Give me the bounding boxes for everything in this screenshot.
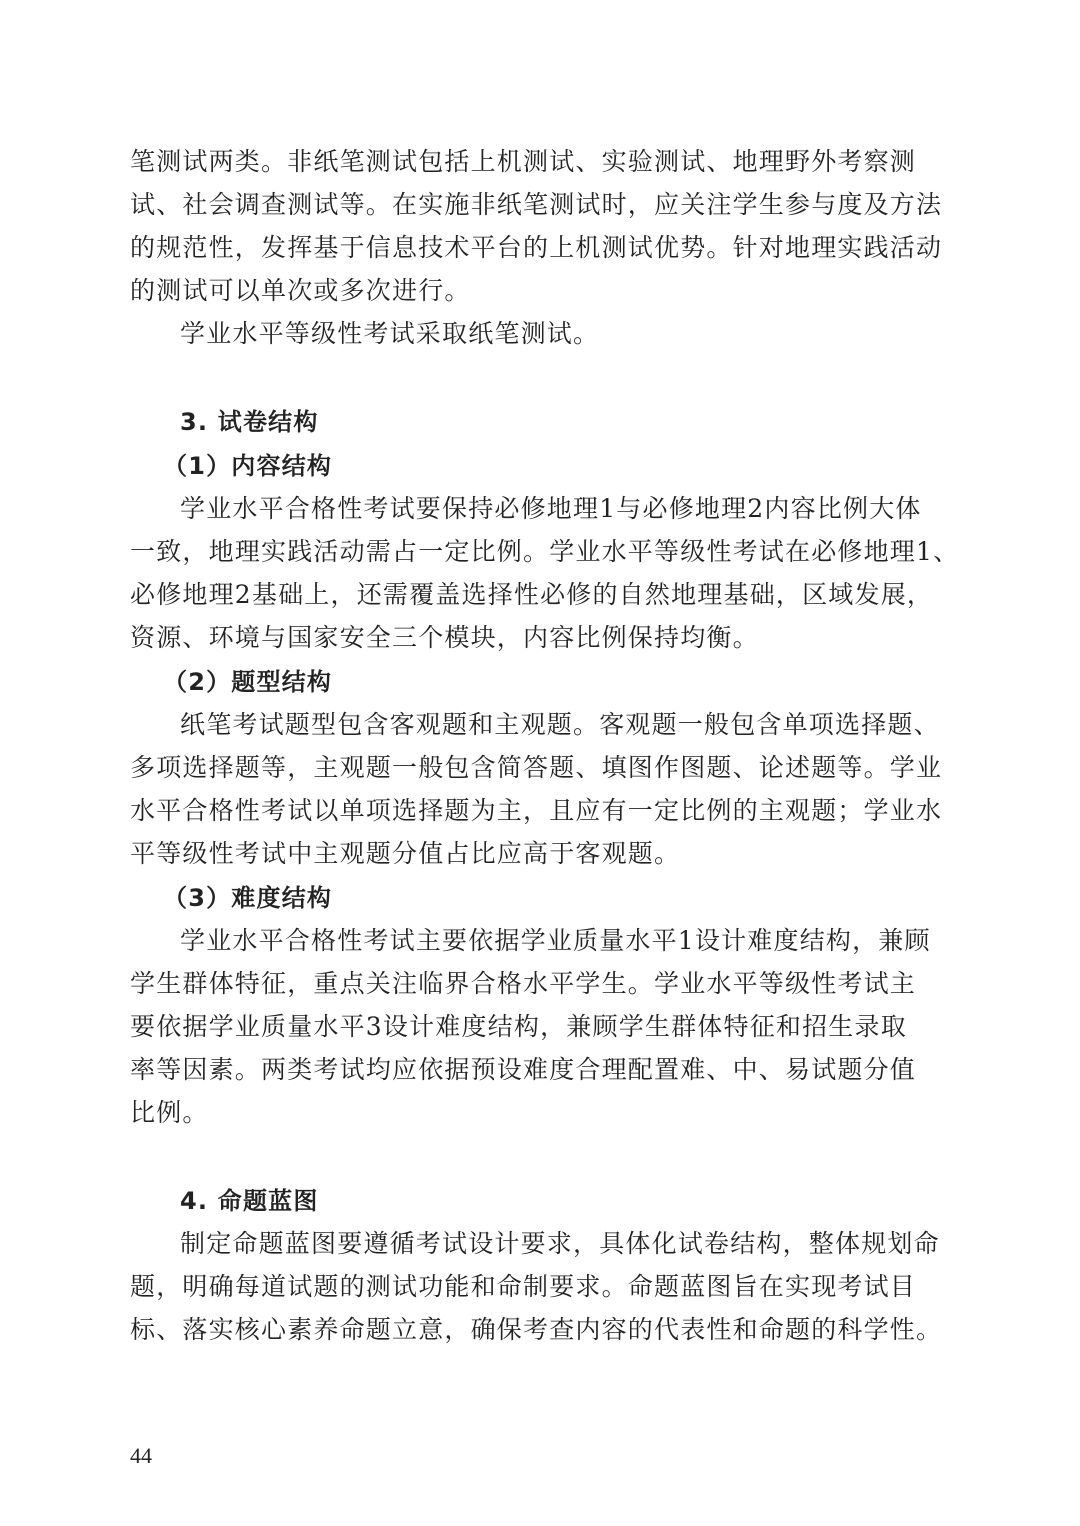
paragraph-line: 笔测试两类。非纸笔测试包括上机测试、实验测试、地理野外考察测 — [130, 147, 917, 176]
paragraph-line: 的规范性，发挥基于信息技术平台的上机测试优势。针对地理实践活动 — [130, 233, 943, 262]
paragraph-line: 制定命题蓝图要遵循考试设计要求，具体化试卷结构，整体规划命 — [180, 1229, 940, 1258]
paragraph-line: 学业水平合格性考试要保持必修地理1与必修地理2内容比例大体 — [180, 494, 922, 523]
paragraph-line: 要依据学业质量水平3设计难度结构，兼顾学生群体特征和招生录取 — [130, 1012, 907, 1041]
subsection-heading: （1）内容结构 — [163, 452, 333, 480]
paragraph-line: 标、落实核心素养命题立意，确保考查内容的代表性和命题的科学性。 — [130, 1315, 943, 1344]
paragraph-line: 多项选择题等，主观题一般包含简答题、填图作图题、论述题等。学业 — [130, 753, 943, 782]
section-heading: 3. 试卷结构 — [180, 408, 319, 436]
paragraph-line: 学业水平合格性考试主要依据学业质量水平1设计难度结构，兼顾 — [180, 926, 931, 955]
subsection-heading: （3）难度结构 — [163, 884, 333, 912]
paragraph-line: 水平合格性考试以单项选择题为主，且应有一定比例的主观题；学业水 — [130, 796, 943, 825]
paragraph-line: 必修地理2基础上，还需覆盖选择性必修的自然地理基础，区域发展， — [130, 580, 934, 609]
paragraph-line: 的测试可以单次或多次进行。 — [130, 276, 471, 305]
paragraph-line: 学业水平等级性考试采取纸笔测试。 — [180, 319, 600, 348]
page-number: 44 — [130, 1443, 152, 1468]
paragraph-line: 率等因素。两类考试均应依据预设难度合理配置难、中、易试题分值 — [130, 1055, 917, 1084]
paragraph-line: 题，明确每道试题的测试功能和命制要求。命题蓝图旨在实现考试目 — [130, 1272, 917, 1301]
paragraph-line: 资源、环境与国家安全三个模块，内容比例保持均衡。 — [130, 623, 759, 652]
subsection-heading: （2）题型结构 — [163, 668, 333, 696]
paragraph-line: 纸笔考试题型包含客观题和主观题。客观题一般包含单项选择题、 — [180, 710, 940, 739]
paragraph-line: 平等级性考试中主观题分值占比应高于客观题。 — [130, 839, 681, 868]
paragraph-line: 比例。 — [130, 1098, 209, 1127]
paragraph-line: 试、社会调查测试等。在实施非纸笔测试时，应关注学生参与度及方法 — [130, 190, 943, 219]
paragraph-line: 学生群体特征，重点关注临界合格水平学生。学业水平等级性考试主 — [130, 969, 917, 998]
paragraph-line: 一致，地理实践活动需占一定比例。学业水平等级性考试在必修地理1、 — [130, 537, 960, 566]
section-heading: 4. 命题蓝图 — [180, 1187, 319, 1215]
